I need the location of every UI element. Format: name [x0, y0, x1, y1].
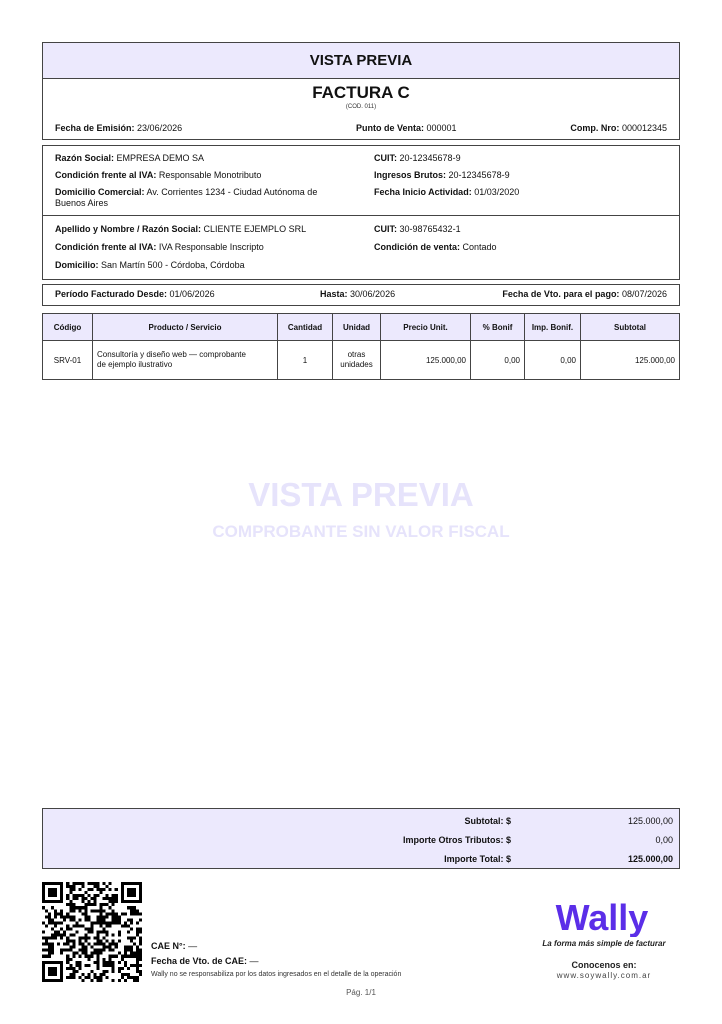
totals-section: [42, 808, 680, 869]
conocenos-label: Conocenos en:: [571, 960, 637, 970]
totals-subtotal: Subtotal: $ 125.000,00: [464, 816, 673, 826]
cae-number: CAE N°: —: [151, 941, 198, 951]
col-subtotal: Subtotal: [614, 322, 646, 332]
client-cond-venta: Condición de venta: Contado: [374, 242, 497, 252]
col-precio: Precio Unit.: [381, 314, 471, 340]
col-unidad: Unidad: [333, 314, 381, 340]
cae-vto: Fecha de Vto. de CAE: —: [151, 956, 259, 966]
watermark-title: VISTA PREVIA: [248, 476, 474, 513]
invoice-header: [42, 42, 680, 140]
col-producto: Producto / Servicio: [93, 314, 278, 340]
table-row: [42, 341, 680, 380]
items-table-header: [42, 313, 680, 341]
client-section: [42, 216, 680, 280]
row-codigo: SRV-01: [43, 341, 93, 379]
issuer-razon-social: Razón Social: EMPRESA DEMO SA: [55, 153, 205, 163]
client-cond-iva: Condición frente al IVA: IVA Responsable Inscripto: [55, 242, 264, 252]
row-unidad: otras unidades: [333, 341, 381, 379]
issuer-section: [42, 145, 680, 216]
row-imp-bonif: 0,00: [525, 341, 581, 379]
website-link[interactable]: www.soywally.com.ar: [556, 971, 652, 980]
periodo-hasta: Hasta: 30/06/2026: [320, 289, 396, 299]
row-subtotal: 125.000,00: [634, 355, 675, 365]
periodo-vto-pago: Fecha de Vto. para el pago: 08/07/2026: [502, 289, 667, 299]
issuer-inicio-actividad: Fecha Inicio Actividad: 01/03/2020: [374, 187, 520, 197]
invoice-type: FACTURA C: [312, 83, 410, 102]
totals-total: Importe Total: $ 125.000,00: [444, 854, 673, 864]
logo-tagline: La forma más simple de facturar: [542, 939, 666, 948]
periodo-desde: Período Facturado Desde: 01/06/2026: [55, 289, 215, 299]
page-number: Pág. 1/1: [346, 988, 376, 997]
client-domicilio: Domicilio: San Martín 500 - Córdoba, Córdoba: [55, 260, 245, 270]
issuer-ingresos-brutos: Ingresos Brutos: 20-12345678-9: [374, 170, 510, 180]
col-bonif-pct: % Bonif: [471, 314, 525, 340]
period-section: [42, 284, 680, 306]
client-nombre: Apellido y Nombre / Razón Social: CLIENTE EJEMPLO SRL: [55, 224, 307, 234]
row-bonif-pct: 0,00: [471, 341, 525, 379]
issuer-cond-iva: Condición frente al IVA: Responsable Monotributo: [55, 170, 262, 180]
row-cantidad: 1: [278, 341, 333, 379]
comp-nro: Comp. Nro: 000012345: [570, 123, 667, 133]
preview-banner: VISTA PREVIA: [43, 43, 679, 79]
totals-otros-tributos: Importe Otros Tributos: $ 0,00: [402, 835, 673, 845]
watermark-subtitle: COMPROBANTE SIN VALOR FISCAL: [212, 522, 510, 541]
logo-text: Wally: [555, 897, 649, 937]
fecha-emision: Fecha de Emisión: 23/06/2026: [55, 123, 183, 133]
col-codigo: Código: [43, 314, 93, 340]
punto-venta: Punto de Venta: 000001: [355, 123, 457, 133]
header-info-row: [55, 123, 667, 133]
wally-logo: [546, 897, 658, 937]
issuer-domicilio: Domicilio Comercial: Av. Corrientes 1234 - Ciudad Autónoma de Buenos Aires: [55, 187, 318, 208]
col-imp-bonif: Imp. Bonif.: [525, 314, 581, 340]
issuer-cuit: CUIT: 20-12345678-9: [374, 153, 461, 163]
qr-code: [42, 882, 142, 982]
row-precio: 125.000,00: [381, 341, 471, 379]
col-cantidad: Cantidad: [278, 314, 333, 340]
invoice-code: (COD. 011): [345, 104, 377, 110]
disclaimer: Wally no se responsabiliza por los datos ingresados en el detalle de la operación: [151, 971, 402, 978]
client-cuit: CUIT: 30-98765432-1: [374, 224, 461, 234]
row-producto: Consultoría y diseño web — comprobante de ejemplo ilustrativo: [93, 341, 278, 379]
